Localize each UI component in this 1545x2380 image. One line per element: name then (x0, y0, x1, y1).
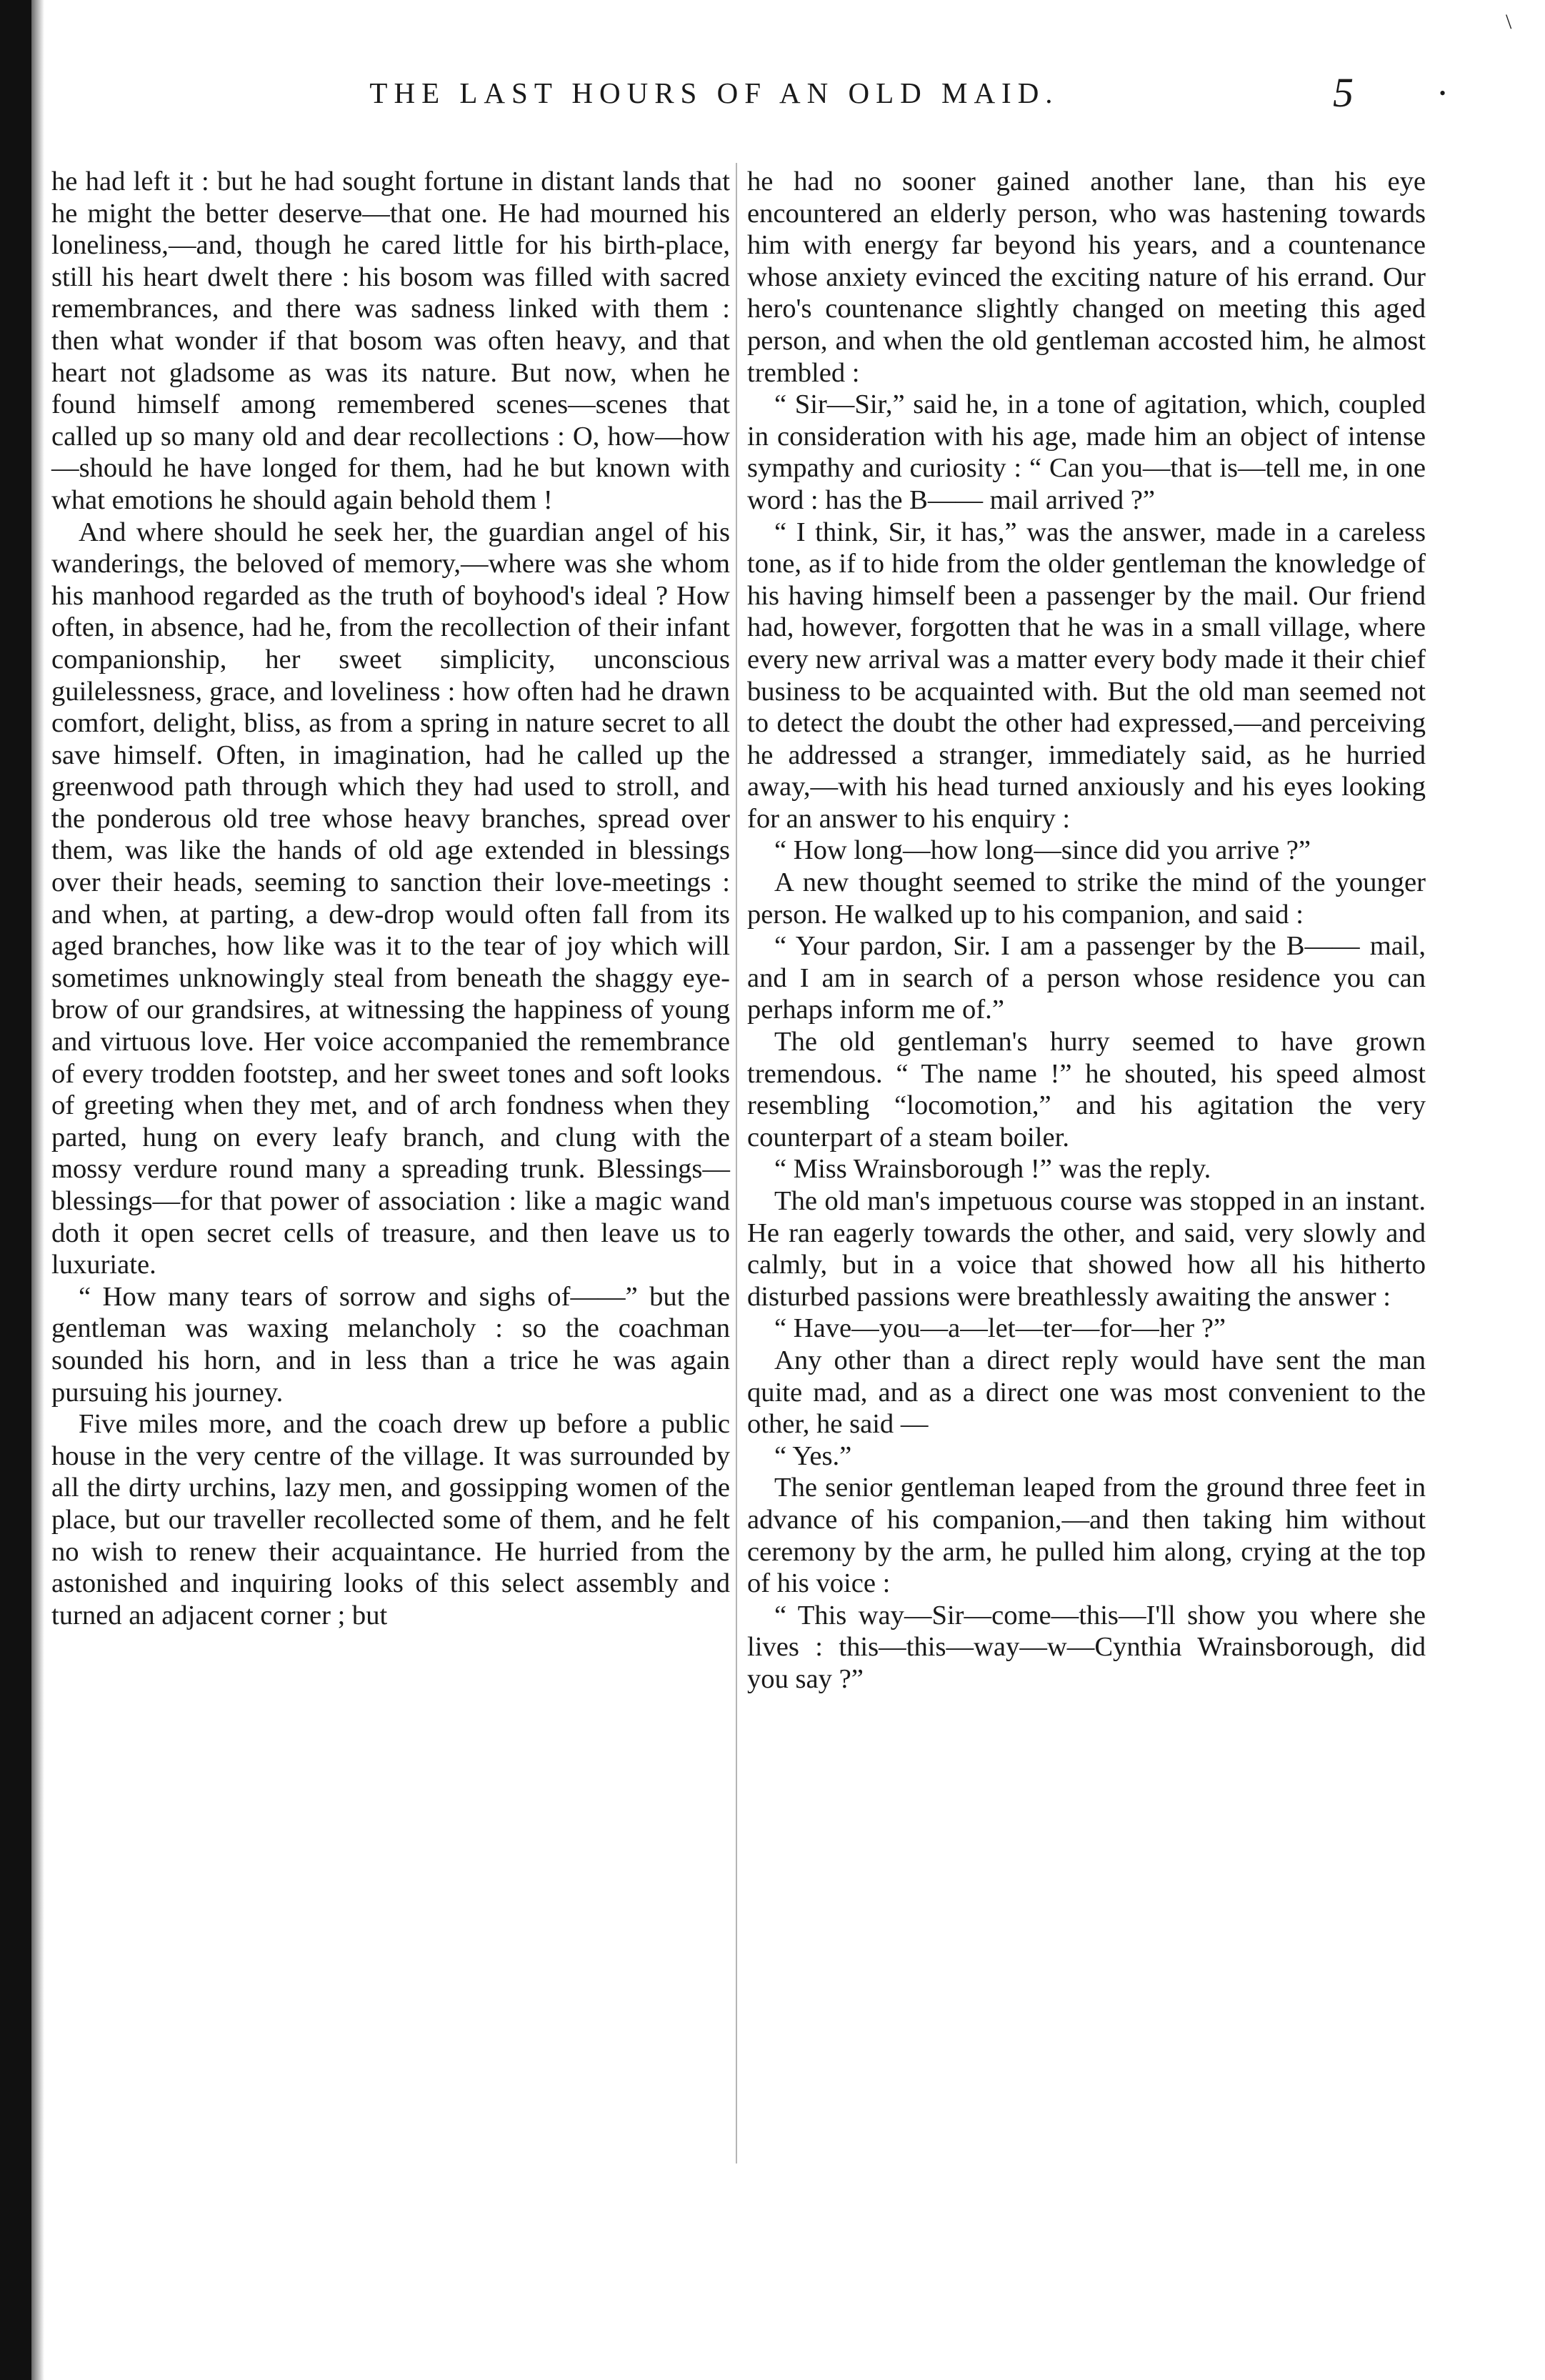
paragraph: “ I think, Sir, it has,” was the answer, made in a careless tone, as if to hide from the older gentleman the knowledge of his having himself been a passenger by the mail. Our friend had, however, forgotten that he was in a small village, where every new arrival was a matter every body made it their chief business to be acquainted with. But the old man seemed not to detect the doubt the other had expressed,—and perceiving he addressed a stranger, immediately said, as he hurried away,—with his head turned anxiously and his eyes looking for an answer to his enquiry : (747, 517, 1426, 834)
paragraph: The old man's impetuous course was stopped in an instant. He ran eagerly towards the other, and said, very slowly and calmly, but in a voice that showed how all his hitherto disturbed passions were breathlessly awaiting the answer : (747, 1186, 1426, 1312)
paragraph: he had no sooner gained another lane, than his eye encountered an elderly person, who was hastening towards him with energy far beyond his years, and a countenance whose anxiety evinced the exciting nature of his errand. Our hero's countenance slightly changed on meeting this aged person, and when the old gentleman accosted him, he almost trembled : (747, 166, 1426, 388)
paragraph: “ Yes.” (774, 1440, 852, 1471)
paragraph: And where should he seek her, the guardian angel of his wanderings, the beloved of memory,—where was she whom his manhood regarded as the truth of boyhood's ideal ? How often, in absence, had he, from the recollection of their infant companionship, her sweet simplicity, unconscious guilelessness, grace, and loveliness : how often had he drawn comfort, delight, bliss, as from a spring in nature secret to all save himself. Often, in imagination, had he called up the greenwood path through which they had used to stroll, and the ponderous old tree whose heavy branches, spread over them, was like the hands of old age extended in blessings over their heads, seeming to sanction their love-meetings : and when, at parting, a dew-drop would often fall from its aged branches, how like was it to the tear of joy which will sometimes unknowingly steal from beneath the shaggy eye-brow of our grandsires, at witnessing the happiness of young and virtuous love. Her voice accompanied the remembrance of every trodden footstep, and her sweet tones and soft looks of greeting when they met, and of arch fondness when they parted, hung on every leafy branch, and clung with the mossy verdure round many a spreading trunk. Blessings—blessings—for that power of association : like a magic wand doth it open secret cells of treasure, and then leave us to luxuriate. (51, 517, 730, 1280)
paragraph: The senior gentleman leaped from the ground three feet in advance of his companion,—and then taking him without ceremony by the arm, he pulled him along, crying at the top of his voice : (747, 1473, 1426, 1599)
paragraph: “ How many tears of sorrow and sighs of——” but the gentleman was waxing melancholy : so the coachman sounded his horn, and in less than a trice he was again pursuing his journey. (51, 1281, 730, 1408)
paragraph: Five miles more, and the coach drew up before a public house in the very centre of the village. It was surrounded by all the dirty urchins, lazy men, and gossipping women of the place, but our traveller recollected some of them, and he felt no wish to renew their acquaintance. He hurried from the astonished and inquiring looks of this select assembly and turned an adjacent corner ; but (51, 1409, 730, 1630)
page-number: 5 (1333, 69, 1354, 116)
column-rule (736, 163, 737, 2164)
binding-shadow (31, 0, 44, 2380)
paragraph: “ This way—Sir—come—this—I'll show you where she lives : this—this—way—w—Cynthia Wrainsborough, did you say ?” (747, 1600, 1426, 1694)
paragraph: “ How long—how long—since did you arrive ?” (774, 835, 1311, 866)
paragraph: “ Have—you—a—let—ter—for—her ?” (774, 1313, 1226, 1344)
print-speck: \ (1506, 10, 1512, 34)
print-speck: • (1439, 83, 1446, 104)
paragraph: A new thought seemed to strike the mind of the younger person. He walked up to his companion, and said : (747, 867, 1426, 930)
left-column (51, 166, 730, 1631)
paragraph: “ Miss Wrainsborough !” was the reply. (774, 1154, 1211, 1185)
paragraph: Any other than a direct reply would have sent the man quite mad, and as a direct one was most convenient to the other, he said — (747, 1345, 1426, 1440)
right-column (747, 166, 1426, 1696)
paragraph: “ Sir—Sir,” said he, in a tone of agitation, which, coupled in consideration with his age, made him an object of intense sympathy and curiosity : “ Can you—that is—tell me, in one word : has the B—— mail arrived ?” (747, 389, 1426, 515)
paragraph: “ Your pardon, Sir. I am a passenger by the B—— mail, and I am in search of a person whose residence you can perhaps inform me of.” (747, 931, 1426, 1025)
paragraph: he had left it : but he had sought fortune in distant lands that he might the better deserve—that one. He had mourned his loneliness,—and, though he cared little for his birth-place, still his heart dwelt there : his bosom was filled with sacred remembrances, and there was sadness linked with them : then what wonder if that bosom was often heavy, and that heart not gladsome as was its nature. But now, when he found himself among remembered scenes—scenes that called up so many old and dear recollections : O, how—how—should he have longed for them, had he but known with what emotions he should again behold them ! (51, 166, 730, 515)
running-head: THE LAST HOURS OF AN OLD MAID. (369, 76, 1059, 109)
binding-edge (0, 0, 31, 2380)
paragraph: The old gentleman's hurry seemed to have grown tremendous. “ The name !” he shouted, his speed almost resembling “locomotion,” and his agitation the very counterpart of a steam boiler. (747, 1027, 1426, 1152)
